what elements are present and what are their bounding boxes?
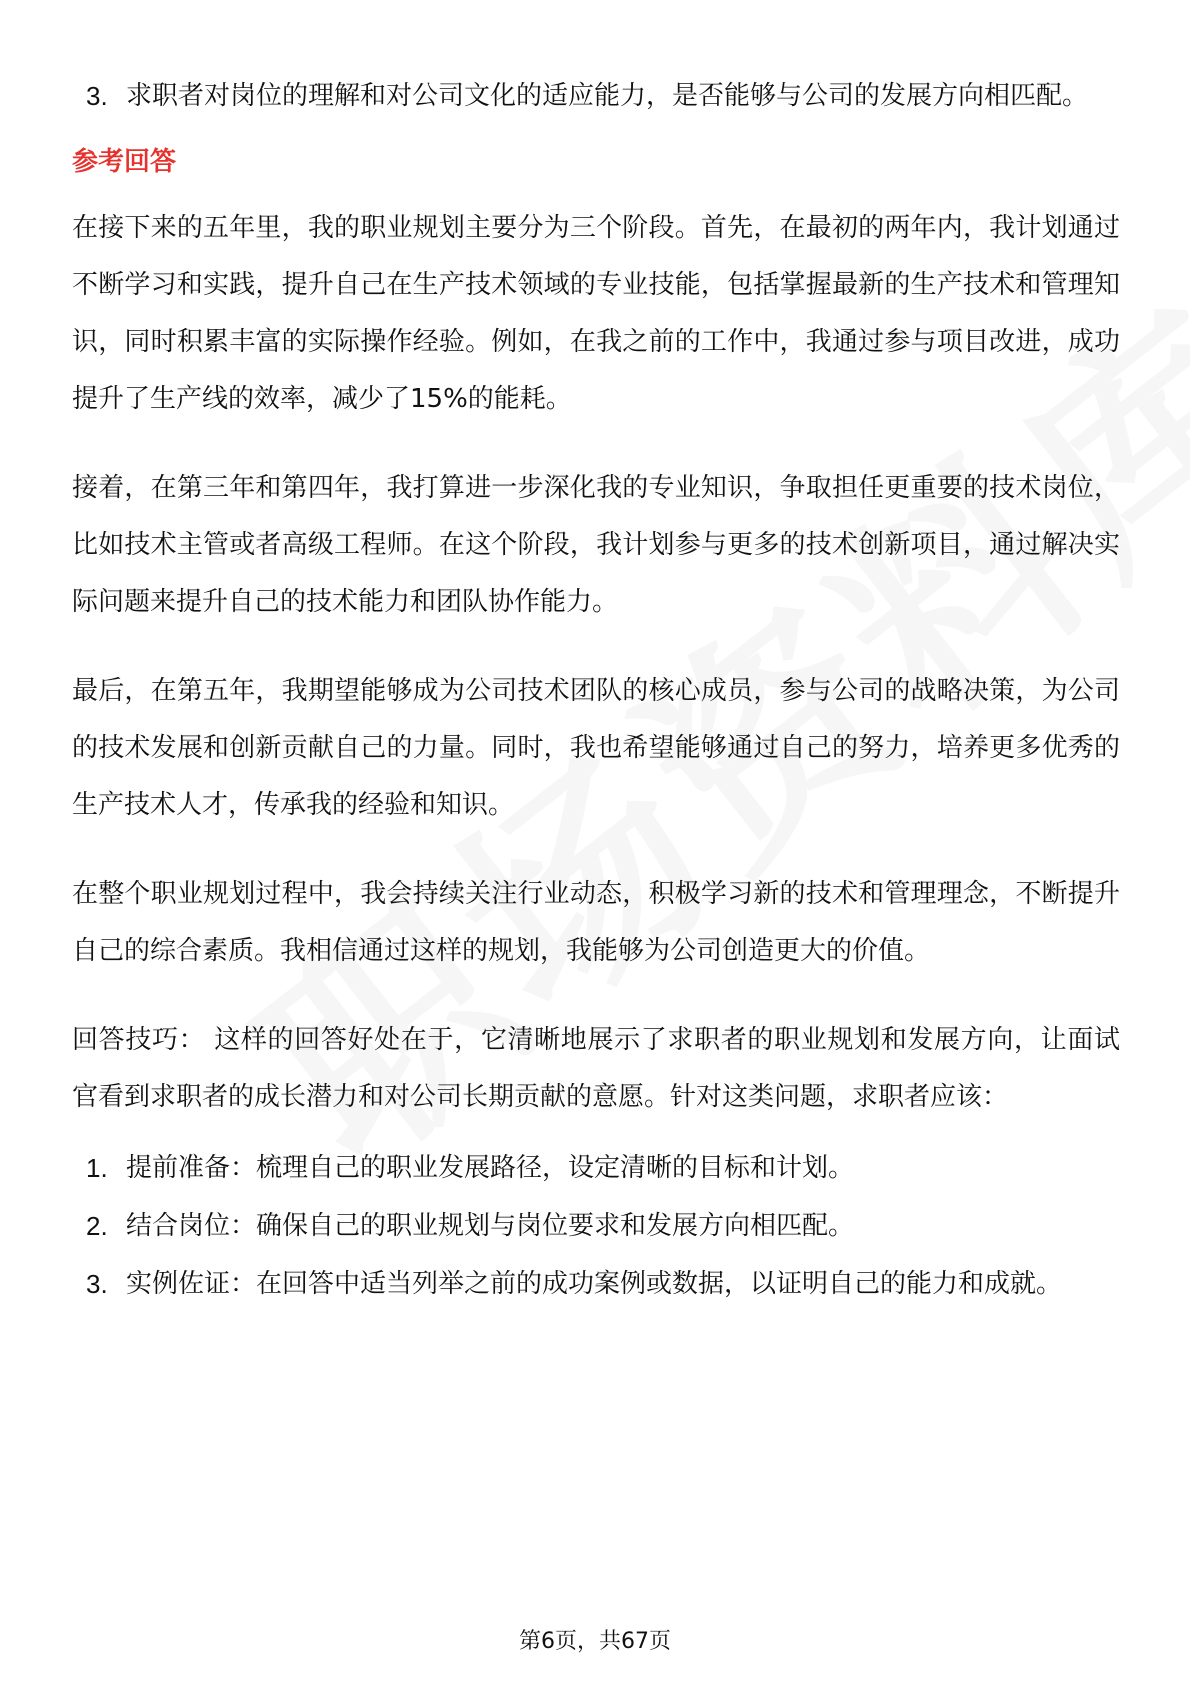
page-content bbox=[72, 68, 1120, 1314]
answer-paragraph-2: 接着，在第三年和第四年，我打算进一步深化我的专业知识，争取担任更重要的技术岗位，比如技术主管或者高级工程师。在这个阶段，我计划参与更多的技术创新项目，通过解决实际问题来提升自己的技术能力和团队协作能力。 bbox=[72, 473, 1120, 617]
list-text: 结合岗位：确保自己的职业规划与岗位要求和发展方向相匹配。 bbox=[126, 1211, 855, 1241]
list-text: 提前准备：梳理自己的职业发展路径，设定清晰的目标和计划。 bbox=[126, 1153, 855, 1183]
list-item bbox=[72, 1256, 1120, 1312]
list-text: 求职者对岗位的理解和对公司文化的适应能力，是否能够与公司的发展方向相匹配。 bbox=[126, 81, 1089, 111]
list-number: 1. bbox=[86, 1153, 108, 1183]
list-item bbox=[72, 1198, 1120, 1254]
page-footer: 第6页，共67页 bbox=[519, 1629, 671, 1654]
answer-paragraph-4: 在整个职业规划过程中，我会持续关注行业动态，积极学习新的技术和管理理念，不断提升自己的综合素质。我相信通过这样的规划，我能够为公司创造更大的价值。 bbox=[72, 879, 1120, 966]
criteria-item-3 bbox=[72, 68, 1120, 124]
tips-list bbox=[72, 1140, 1120, 1312]
list-number: 3. bbox=[86, 1269, 108, 1299]
list-number: 2. bbox=[86, 1211, 108, 1241]
list-text: 实例佐证：在回答中适当列举之前的成功案例或数据，以证明自己的能力和成就。 bbox=[126, 1269, 1063, 1299]
answer-paragraph-3: 最后，在第五年，我期望能够成为公司技术团队的核心成员，参与公司的战略决策，为公司的技术发展和创新贡献自己的力量。同时，我也希望能够通过自己的努力，培养更多优秀的生产技术人才，传承我的经验和知识。 bbox=[72, 676, 1120, 820]
list-number: 3. bbox=[86, 81, 108, 111]
section-title: 参考回答 bbox=[72, 147, 177, 177]
list-item bbox=[72, 1140, 1120, 1196]
tips-intro-paragraph: 回答技巧： 这样的回答好处在于，它清晰地展示了求职者的职业规划和发展方向，让面试官看到求职者的成长潜力和对公司长期贡献的意愿。针对这类问题，求职者应该： bbox=[72, 1025, 1120, 1112]
answer-paragraph-1: 在接下来的五年里，我的职业规划主要分为三个阶段。首先，在最初的两年内，我计划通过不断学习和实践，提升自己在生产技术领域的专业技能，包括掌握最新的生产技术和管理知识，同时积累丰富的实际操作经验。例如，在我之前的工作中，我通过参与项目改进，成功提升了生产线的效率，减少了15%的能耗。 bbox=[72, 213, 1120, 414]
